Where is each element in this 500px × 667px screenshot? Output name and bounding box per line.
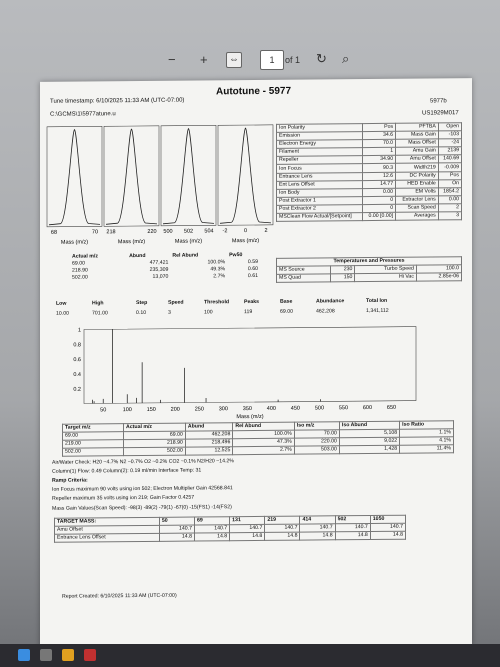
pdf-app-icon[interactable] <box>84 649 96 661</box>
table-cell: 70.00 <box>294 430 339 438</box>
column-header: 69 <box>195 517 230 525</box>
table-cell: 49.3% <box>210 266 226 273</box>
table-cell: 235,309 <box>149 266 169 274</box>
table-cell: Width219 <box>396 163 439 171</box>
table-cell: 140.7 <box>195 525 230 533</box>
profile-peak-line <box>220 128 271 223</box>
column-header: 502 <box>335 516 370 524</box>
table-cell: 219.00 <box>63 440 124 449</box>
report-title: Autotune - 5977 <box>216 85 292 98</box>
table-cell: 100.0% <box>233 430 294 439</box>
table-cell: 14.77 <box>363 180 396 188</box>
table-cell: DC Polarity <box>396 171 439 179</box>
table-cell: 12,525 <box>185 447 232 456</box>
profile-axis-label: Mass (m/z) <box>231 237 260 245</box>
column-header: Target m/z <box>63 424 124 433</box>
table-cell: 218,496 <box>185 439 232 448</box>
spectrum-frame <box>84 327 416 404</box>
table-cell: 34.90 <box>363 156 396 164</box>
tune-timestamp: Tune timestamp: 6/10/2025 11:33 AM (UTC-07:00) <box>50 97 185 105</box>
table-cell: 47.3% <box>233 438 294 447</box>
tune-file-path: C:\GCMS\1\5977atune.u <box>50 111 116 118</box>
profile-tick-label: 502 <box>183 228 194 235</box>
scan-param-value: 69.00 <box>280 308 293 315</box>
table-cell: Amu Gain <box>396 147 439 155</box>
column-header: Iso Abund <box>339 421 399 430</box>
x-tick-label: 250 <box>194 406 204 413</box>
table-cell: Ion Body <box>277 188 363 197</box>
x-tick-label: 50 <box>100 407 107 414</box>
table-row <box>55 531 406 542</box>
table-cell: 0.59 <box>247 259 258 266</box>
table-cell: Averages <box>396 212 439 220</box>
x-tick-label: 450 <box>290 405 300 412</box>
x-tick-label: 300 <box>218 406 228 413</box>
profile-tick-label: 220 <box>147 228 157 235</box>
table-cell: 14.8 <box>230 533 265 541</box>
start-icon[interactable] <box>18 649 30 661</box>
page-number-input[interactable]: 1 <box>260 50 284 70</box>
y-tick-label: 0.4 <box>73 371 81 378</box>
table-cell: EM Volts <box>396 188 439 196</box>
table-cell: Open <box>438 123 461 131</box>
table-cell: 2139 <box>438 147 461 155</box>
profile-tick-label: 2 <box>264 227 268 234</box>
y-tick-label: 0.2 <box>73 386 81 393</box>
column-header: Pw50 <box>229 252 243 259</box>
profile-tick-label: -2 <box>222 228 228 235</box>
table-cell: 14.8 <box>159 533 194 541</box>
table-cell: 90.3 <box>363 164 396 172</box>
table-cell: -0.009 <box>438 163 461 171</box>
column-header: Abund <box>129 253 146 260</box>
table-cell: Amu Offset <box>396 155 439 163</box>
table-cell: -103 <box>438 131 461 139</box>
profile-tick-label: 504 <box>204 228 214 235</box>
table-cell: 0.00 <box>438 196 461 204</box>
table-cell: MS Source <box>277 266 331 275</box>
table-cell: 230 <box>331 266 355 274</box>
table-cell: Electron Energy <box>277 140 363 149</box>
table-cell: -24 <box>438 139 461 147</box>
scan-param-value: 1,341,112 <box>366 307 389 315</box>
scan-param-label: Peaks <box>244 298 260 306</box>
profile-panel <box>218 125 273 225</box>
profile-tick-label: 218 <box>106 229 116 236</box>
column-header: 50 <box>159 517 194 525</box>
table-cell: 140.7 <box>159 525 194 533</box>
table-row <box>277 212 462 222</box>
column-header: Actual m/z <box>72 253 98 260</box>
table-cell: 220.00 <box>294 438 339 446</box>
table-cell: HED Enable <box>396 180 439 188</box>
scan-param-label: Total Ion <box>366 297 388 305</box>
table-cell: 2 <box>438 204 461 212</box>
scan-param-value: 0.10 <box>136 309 147 317</box>
air-water-check: Air/Water Check: H20 ~4.7% N2 ~0.7% O2 ~0.2% CO2 ~0.1% N2/H20 ~14.2% <box>52 458 234 466</box>
target-mass-table <box>54 515 406 543</box>
page-count: of 1 <box>285 55 301 65</box>
profile-panel <box>47 126 102 226</box>
column-header: 219 <box>265 516 300 524</box>
table-cell: Post Extractor 1 <box>277 196 363 205</box>
ramp-ion-focus: Ion Focus maximum 90 volts using ion 502; Electron Multiplier Gain 42568.841 <box>52 485 233 493</box>
instrument-serial: US1929M017 <box>422 110 459 117</box>
search-icon[interactable]: ⌕ <box>342 51 350 66</box>
table-cell: 462,208 <box>185 431 232 440</box>
table-cell: 1 <box>363 148 396 156</box>
x-tick-label: 200 <box>170 406 180 413</box>
table-cell: Entrance Lens Offset <box>55 534 160 543</box>
table-cell: 140.7 <box>300 524 335 532</box>
table-cell: Hi Vac <box>355 273 417 282</box>
x-tick-label: 400 <box>266 405 276 412</box>
table-cell: Ion Polarity <box>277 124 363 133</box>
column-header: Iso Ratio <box>400 421 454 430</box>
table-cell: 0.60 <box>247 266 258 273</box>
table-cell: 1.1% <box>400 429 454 438</box>
scan-param-value: 462,208 <box>316 308 335 315</box>
peak-table <box>70 252 260 282</box>
table-cell: Filament <box>277 148 363 157</box>
table-cell: 503.00 <box>294 446 339 454</box>
table-cell: 2.7% <box>233 446 294 455</box>
table-cell: 14.8 <box>195 533 230 541</box>
windows-taskbar <box>0 644 500 667</box>
table-cell: Extractor Lens <box>396 196 439 204</box>
table-cell: MSClean Flow Actual/[Setpoint] <box>277 213 363 222</box>
scan-param-label: Speed <box>168 299 184 306</box>
profile-axis-label: Mass (m/z) <box>117 238 146 246</box>
profile-panel <box>161 125 216 225</box>
table-cell: 13,070 <box>152 274 169 281</box>
x-axis-label: Mass (m/z) <box>236 413 264 421</box>
table-cell: Amu Offset <box>55 525 160 534</box>
scan-param-label: Step <box>136 299 148 307</box>
table-cell: 1,428 <box>339 446 399 455</box>
rotate-icon[interactable]: ↻ <box>316 51 327 66</box>
table-cell: 502.00 <box>124 447 186 456</box>
table-row <box>70 273 260 282</box>
scan-param-label: Abundance <box>316 298 345 305</box>
table-cell: 5,108 <box>339 429 399 438</box>
profile-tick-label: 0 <box>243 228 248 235</box>
table-cell: 150 <box>331 274 355 282</box>
table-cell: Mass Gain <box>396 131 439 139</box>
tune-parameters-table <box>276 122 462 222</box>
table-cell: 12.6 <box>363 172 396 180</box>
scan-param-value: 3 <box>168 309 171 316</box>
y-tick-label: 0.6 <box>73 357 81 364</box>
table-cell: Temperatures and Pressures <box>277 257 462 267</box>
scan-param-label: Threshold <box>204 299 230 306</box>
table-cell: 4.1% <box>400 437 454 446</box>
table-cell: Mass Offset <box>396 139 439 147</box>
table-cell: 100.0% <box>207 259 226 266</box>
profile-axis-label: Mass (m/z) <box>174 238 203 245</box>
table-cell: Emission <box>277 132 363 141</box>
table-cell: 0 <box>363 196 396 204</box>
table-cell: Turbo Speed <box>355 265 417 274</box>
column-header: Iso m/z <box>294 422 339 430</box>
column-header: Abund <box>185 423 232 432</box>
scan-param-label: Base <box>280 298 293 305</box>
zoom-out-button[interactable]: − <box>168 52 176 67</box>
table-cell: 140.7 <box>265 524 300 532</box>
table-cell: 70.0 <box>363 139 396 147</box>
column-header: 414 <box>300 516 335 524</box>
scan-param-label: High <box>92 300 104 307</box>
profile-axis-label: Mass (m/z) <box>60 239 89 246</box>
table-cell: 9,022 <box>339 437 399 446</box>
column-header: 131 <box>230 516 265 524</box>
x-tick-label: 100 <box>122 407 132 414</box>
table-cell: 218.90 <box>72 267 88 274</box>
table-cell: MS Quad <box>277 274 331 283</box>
table-cell: 69.00 <box>63 432 124 441</box>
table-cell: 69.00 <box>124 431 186 440</box>
table-cell: 502.00 <box>63 448 124 457</box>
table-cell: 2.85e-06 <box>416 273 461 281</box>
table-cell: 1854.2 <box>438 187 461 195</box>
scan-param-value: 119 <box>244 309 253 316</box>
table-cell: 69.00 <box>72 260 85 267</box>
mass-gain-values: Mass Gain Values(Scan Speed): -98(3) -89(2) -79(1) -67(0) -15(FS1) -14(FS2) <box>52 504 232 512</box>
table-cell: Post Extractor 2 <box>277 205 363 214</box>
scan-param-label: Low <box>56 300 67 307</box>
x-tick-label: 150 <box>146 406 156 413</box>
y-tick-label: 1 <box>77 327 81 334</box>
y-tick-label: 0.8 <box>73 342 81 349</box>
x-tick-label: 600 <box>362 404 373 412</box>
report-page <box>40 78 472 650</box>
profile-tick-label: 68 <box>50 229 58 236</box>
table-cell: 140.7 <box>230 525 265 533</box>
table-cell: PFTBA <box>396 123 439 131</box>
x-tick-label: 550 <box>338 405 349 412</box>
table-cell: 218.90 <box>124 439 186 448</box>
table-cell: 140.7 <box>335 524 370 532</box>
table-row <box>277 273 462 283</box>
table-cell: 3 <box>438 212 461 220</box>
instrument-model: 5977b <box>430 98 447 105</box>
table-cell: Pos <box>438 171 461 179</box>
table-cell: 34.6 <box>363 131 396 139</box>
fit-page-button[interactable]: ⇔ <box>226 52 242 68</box>
table-cell: 14.8 <box>300 532 335 540</box>
scan-param-value: 701.00 <box>92 310 108 317</box>
table-cell: 14.8 <box>370 531 405 539</box>
profile-panel <box>104 126 159 226</box>
x-tick-label: 650 <box>386 404 397 411</box>
table-cell: 477,421 <box>149 259 169 267</box>
profile-peak-line <box>163 128 214 223</box>
zoom-in-button[interactable]: + <box>200 52 208 67</box>
scan-param-value: 100 <box>204 309 213 316</box>
profile-peak-line <box>49 129 100 224</box>
scan-param-value: 10.00 <box>56 310 69 317</box>
pdf-toolbar <box>120 48 420 74</box>
x-tick-label: 500 <box>314 405 325 412</box>
table-cell: 14.8 <box>335 532 370 540</box>
mass-spectrum-chart <box>44 323 422 422</box>
search-taskbar-icon[interactable] <box>40 649 52 661</box>
table-cell: Ent Lens Offset <box>277 180 363 189</box>
table-cell: 2.7% <box>213 273 226 280</box>
table-cell: 0 <box>363 204 396 212</box>
profile-peak-line <box>106 129 157 224</box>
table-cell: 100.0 <box>416 265 461 273</box>
table-cell: Entrance Lens <box>277 172 363 181</box>
report-created: Report Created: 6/10/2025 11:33 AM (UTC-07:00) <box>62 592 177 600</box>
profile-tick-label: 500 <box>163 228 173 235</box>
table-cell: 0.00 [0.00] <box>363 212 396 220</box>
table-cell: Ion Focus <box>277 164 363 173</box>
table-cell: 0.00 <box>363 188 396 196</box>
table-cell: Scan Speed <box>396 204 439 212</box>
ramp-criteria-title: Ramp Criteria: <box>52 477 88 484</box>
column-header: Rel Abund <box>172 252 199 259</box>
table-cell: On <box>438 179 461 187</box>
column-header: Actual m/z <box>124 423 186 432</box>
table-cell: 140.69 <box>438 155 461 163</box>
table-cell: 11.4% <box>400 445 454 454</box>
table-cell: 140.7 <box>370 523 405 531</box>
x-tick-label: 350 <box>242 406 252 413</box>
column-header: TARGET MASS: <box>55 517 160 526</box>
profile-tick-label: 70 <box>91 229 99 236</box>
ramp-repeller: Repeller maximum 35 volts using ion 219; Gain Factor 0.4257 <box>52 494 195 502</box>
table-cell: 502.00 <box>72 274 88 281</box>
column-flow: Column(1) Flow: 0.49 Column(2): 0.19 ml/min Interface Temp: 31 <box>52 467 202 475</box>
table-cell: Pos <box>363 123 396 131</box>
table-cell: 0.61 <box>247 273 258 280</box>
file-explorer-icon[interactable] <box>62 649 74 661</box>
peak-profiles <box>46 124 274 250</box>
column-header: Rel Abund <box>233 422 294 431</box>
table-cell: Repeller <box>277 156 363 165</box>
target-ion-table <box>62 420 454 457</box>
column-header: 1050 <box>370 515 405 523</box>
table-cell: 14.8 <box>265 532 300 540</box>
temperature-pressure-table <box>276 256 462 283</box>
